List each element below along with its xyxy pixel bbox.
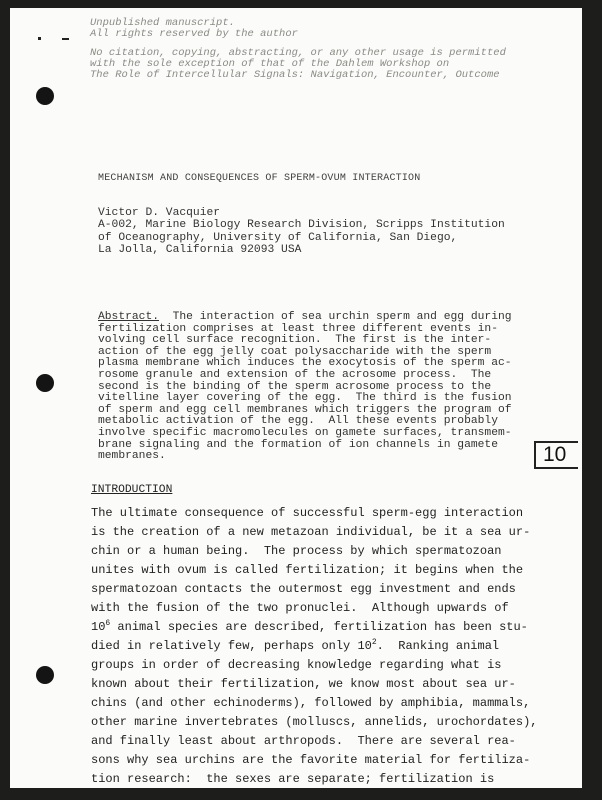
- section-heading: INTRODUCTION: [91, 484, 173, 496]
- abstract-line: fertilization comprises at least three different events in-: [98, 322, 498, 335]
- punch-hole-top: [36, 87, 54, 105]
- body-line: known about their fertilization, we know most about sea ur-: [91, 677, 516, 691]
- author-address: A-002, Marine Biology Research Division, Scripps Institution: [98, 219, 505, 232]
- body-line: sons why sea urchins are the favorite material for fertiliza-: [91, 753, 531, 767]
- body-line: $10^6$ animal species are described, fertilization has been stu-: [91, 619, 528, 634]
- abstract-line: of sperm and egg cell membranes which triggers the program of: [98, 403, 512, 416]
- abstract-line: vitelline layer covering of the egg. The third is the fusion: [98, 392, 512, 405]
- punch-hole-bottom: [36, 666, 54, 684]
- abstract-line: plasma membrane which induces the exocytosis of the sperm ac-: [98, 357, 512, 370]
- paper-title: MECHANISM AND CONSEQUENCES OF SPERM-OVUM INTERACTION: [98, 173, 421, 184]
- body-line: and finally least about arthropods. There are several rea-: [91, 734, 516, 748]
- body-line: unites with ovum is called fertilization; it begins when the: [91, 563, 524, 577]
- abstract-label: Abstract.: [98, 311, 160, 323]
- stamp-line: Unpublished manuscript.: [90, 17, 235, 29]
- superscript: 2: [371, 638, 377, 647]
- abstract-line: action of the egg jelly coat polysaccharide with the sperm: [98, 345, 492, 358]
- copyright-stamp: [58, 18, 558, 81]
- stamp-line: All rights reserved by the author: [90, 28, 298, 40]
- abstract-line: rosome granule and extension of the acrosome process. The: [98, 368, 492, 381]
- body-line: groups in order of decreasing knowledge regarding what is: [91, 658, 502, 672]
- author-name: Victor D. Vacquier: [98, 207, 221, 219]
- body-line: died in relatively few, perhaps only $10^2$. Ranking animal: [91, 638, 500, 653]
- introduction-body: [91, 504, 537, 789]
- body-line: chin or a human being. The process by which spermatozoan: [91, 544, 502, 558]
- stamp-line: with the sole exception of that of the Dahlem Workshop on: [90, 58, 450, 70]
- body-line: The ultimate consequence of successful sperm-egg interaction: [91, 506, 524, 520]
- abstract-block: [98, 312, 512, 463]
- abstract-line: second is the binding of the sperm acrosome process to the: [98, 380, 492, 393]
- body-line: with the fusion of the two pronuclei. Although upwards of: [91, 601, 509, 615]
- abstract-line: metabolic activation of the egg. All these events probably: [98, 415, 498, 428]
- body-line: other marine invertebrates (molluscs, annelids, urochordates),: [91, 715, 538, 729]
- stamp-line: No citation, copying, abstracting, or any other usage is permitted: [90, 47, 506, 59]
- body-line: tion research: the sexes are separate; fertilization is: [91, 772, 495, 786]
- body-line: spermatozoan contacts the outermost egg investment and ends: [91, 582, 516, 596]
- abstract-line: membranes.: [98, 450, 166, 463]
- author-address: La Jolla, California 92093 USA: [98, 243, 302, 256]
- author-address: of Oceanography, University of California, San Diego,: [98, 231, 458, 244]
- manuscript-page: [10, 8, 582, 788]
- abstract-line: involve specific macromolecules on gamete surfaces, transmem-: [98, 426, 512, 439]
- body-line: chins (and other echinoderms), followed by amphibia, mammals,: [91, 696, 531, 710]
- superscript: 6: [105, 619, 111, 628]
- abstract-line: Abstract. The interaction of sea urchin sperm and egg during: [98, 311, 512, 323]
- stamp-line: The Role of Intercellular Signals: Navigation, Encounter, Outcome: [90, 69, 500, 81]
- author-block: [98, 207, 505, 256]
- abstract-line: volving cell surface recognition. The first is the inter-: [98, 334, 492, 347]
- punch-hole-middle: [36, 374, 54, 392]
- body-line: is the creation of a new metazoan individual, be it a sea ur-: [91, 525, 531, 539]
- abstract-line: brane signaling and the formation of ion channels in gamete: [98, 438, 498, 451]
- page-number-box: 10: [534, 441, 578, 469]
- ink-speck: [38, 37, 41, 40]
